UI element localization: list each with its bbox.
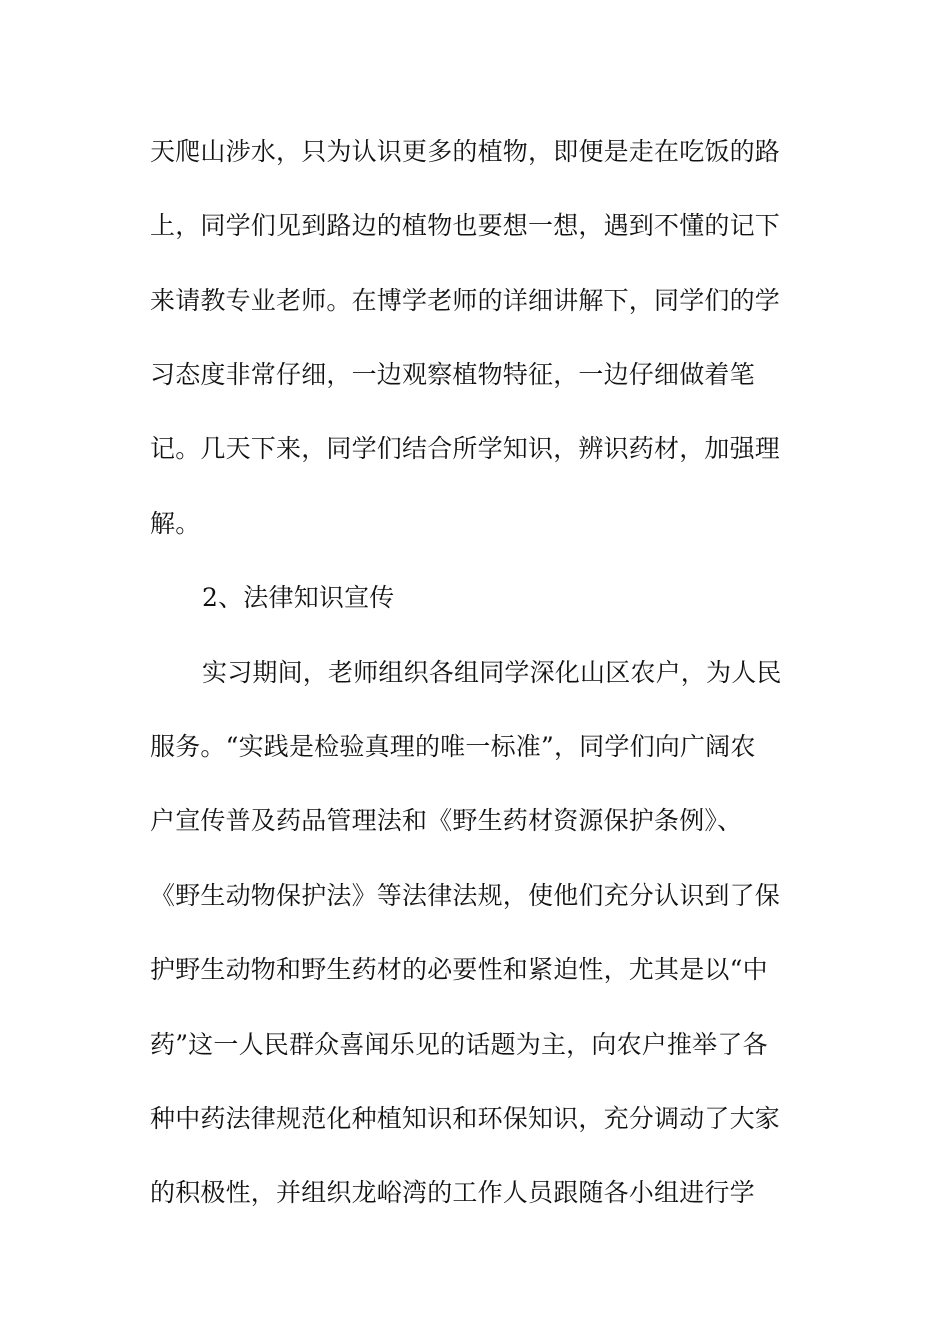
paragraph-line: 的积极性，并组织龙峪湾的工作人员跟随各小组进行学 [150, 1178, 755, 1207]
paragraph-line: 来请教专业老师。在博学老师的详细讲解下，同学们的学 [150, 286, 781, 315]
paragraph-line: 习态度非常仔细，一边观察植物特征，一边仔细做着笔 [150, 360, 755, 389]
paragraph-line: 药”这一人民群众喜闻乐见的话题为主，向农户推举了各 [150, 1030, 768, 1059]
paragraph-line: 护野生动物和野生药材的必要性和紧迫性，尤其是以“中 [150, 955, 768, 984]
paragraph-line: 种中药法律规范化种植知识和环保知识，充分调动了大家 [150, 1104, 781, 1133]
paragraph-line: 解。 [150, 509, 201, 538]
paragraph-line: 上，同学们见到路边的植物也要想一想，遇到不懂的记下 [150, 211, 781, 240]
paragraph-line: 天爬山涉水，只为认识更多的植物，即便是走在吃饭的路 [150, 137, 781, 166]
paragraph-line: 记。几天下来，同学们结合所学知识，辨识药材，加强理 [150, 434, 781, 463]
paragraph-line: 服务。“实践是检验真理的唯一标准”，同学们向广阔农 [150, 732, 756, 761]
paragraph-line: 户宣传普及药品管理法和《野生药材资源保护条例》、 [150, 806, 743, 835]
section-heading: 2、法律知识宣传 [202, 583, 395, 612]
paragraph-line: 实习期间，老师组织各组同学深化山区农户，为人民 [202, 658, 782, 687]
paragraph-line: 《野生动物保护法》等法律法规，使他们充分认识到了保 [150, 881, 781, 910]
